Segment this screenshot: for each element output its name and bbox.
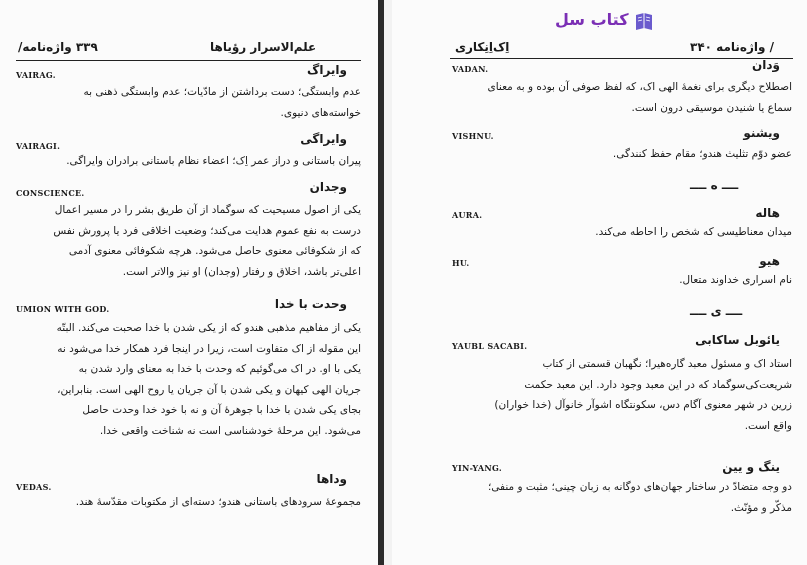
entry-term-en: CONSCIENCE.: [16, 188, 85, 198]
entry-definition: اصطلاح دیگری برای نغمهٔ الهی اک، که لفظ صوفی آن بوده و به معنای سماع یا شنیدن موسیقی درون است.: [487, 81, 792, 114]
brand-name: کتاب سل: [555, 10, 629, 29]
entry-headword: ویشنو: [743, 126, 780, 140]
right-book-title: اِک‌اِنِکاری: [455, 40, 510, 54]
entry-term-en: VEDAS.: [16, 482, 52, 492]
left-header-rule: [16, 60, 361, 61]
entry-headword: ینگ و یین: [722, 460, 780, 474]
entry-term-en: UMION WITH GOD.: [16, 304, 110, 314]
entry-headword: وَدان: [752, 58, 780, 72]
entry-term-en: YAUBL SACABI.: [452, 341, 528, 351]
entry-headword: هاله: [755, 206, 780, 220]
entry-headword: یائوبل ساکابی: [695, 333, 780, 347]
entry-term-en: YIN-YANG.: [452, 463, 502, 473]
entry-term-en: VAIRAGI.: [16, 141, 61, 151]
entry-definition: میدان معناطیسی که شخص را احاطه می‌کند.: [595, 226, 792, 238]
entry-headword: وحدت با خدا: [274, 297, 347, 311]
entry-headword: وایراگ: [307, 63, 347, 77]
left-section-label: واژه‌نامه/: [18, 40, 72, 54]
entry-term-en: AURA.: [452, 210, 483, 220]
entry-definition: نام اسراری خداوند متعال.: [679, 274, 792, 286]
right-header-rule: [450, 58, 793, 59]
entry-definition: استاد اک و مسئول معبد گاره‌هیرا؛ نگهبان قسمتی از کتاب شریعت‌کی‌سوگماد که در این معبد وجود دارد. این معبد حکمت زرین در شهر معنوی آگام دس، سکونتگاه اشوآر خانوآل (خدا خواران) واقع است.: [494, 358, 792, 432]
entry-definition: پیران باستانی و دراز عمر اِک؛ اعضاء نظام باستانی برادران وایراگی.: [66, 155, 361, 167]
entry-headword: وایراگی: [300, 132, 347, 146]
book-icon: [635, 12, 653, 32]
entry-headword: وداها: [316, 472, 347, 486]
book-gutter-inner: [384, 0, 392, 565]
entry-term-en: VADAN.: [452, 64, 489, 74]
entry-definition: یکی از مفاهیم مذهبی هندو که از یکی شدن با خدا صحبت می‌کند. البتّه این مقوله از اک متفاوت است، زیرا در اینجا فرد همکار خدا می‌شود نه یکی با او. در اک می‌گوئیم که وحدت با خدا به معنای وارد شدن به جریان الهی کیهان و یکی شدن با آن جریان یا روح الهی است. بنابراین، بجای یکی شدن با خدا با جوهرهٔ آن و نه با خود خدا وحدت حاصل می‌شود. این مرحلهٔ خودشناسی است نه شناخت واقعی خدا.: [56, 322, 361, 437]
entry-term-en: HU.: [452, 258, 470, 268]
section-divider-ya: ــــ ی ــــ: [690, 304, 743, 318]
entry-definition: عضو دوّم تثلیث هندو؛ مقام حفظ کنندگی.: [612, 148, 792, 160]
left-book-title: علم‌الاسرار رؤیاها: [210, 40, 317, 54]
entry-headword: وجدان: [309, 180, 347, 194]
right-section-label: / واژه‌نامه: [716, 40, 775, 54]
entry-headword: هیو: [759, 254, 780, 268]
left-page-number-section: [18, 40, 98, 54]
entry-term-en: VISHNU.: [452, 131, 494, 141]
right-page-number: ۳۴۰: [690, 40, 712, 54]
entry-definition: دو وجه متضادّ در ساختار جهان‌های دوگانه به زبان چینی؛ مثبت و منفی؛ مذکّر و مؤنّث.: [487, 481, 792, 514]
section-divider-ha: ــــ ه ــــ: [690, 178, 739, 192]
left-page-number: ۳۳۹: [75, 40, 98, 54]
entry-term-en: VAIRAG.: [16, 70, 56, 80]
entry-definition: مجموعهٔ سرودهای باستانی هندو؛ دسته‌ای از مکتوبات مقدّسهٔ هند.: [75, 496, 361, 508]
entry-definition: عدم وابستگی؛ دست برداشتن از مادّیات؛ عدم وابستگی ذهنی به خواسته‌های دنیوی.: [83, 86, 361, 119]
entry-definition: یکی از اصول مسیحیت که سوگماد از آن طریق بشر را در مسیر اعمال درست به نفع عموم هدایت می‌کند؛ وضعیت اخلاقی فرد یا پرورش نفس که از شکوفائی معنوی حاصل می‌شود. هرچه شکوفائی معنوی آدمی اعلی‌تر باشد، اخلاق و رفتار (وجدان) او نیز والاتر است.: [53, 204, 361, 278]
right-page-number-section: [690, 40, 774, 54]
